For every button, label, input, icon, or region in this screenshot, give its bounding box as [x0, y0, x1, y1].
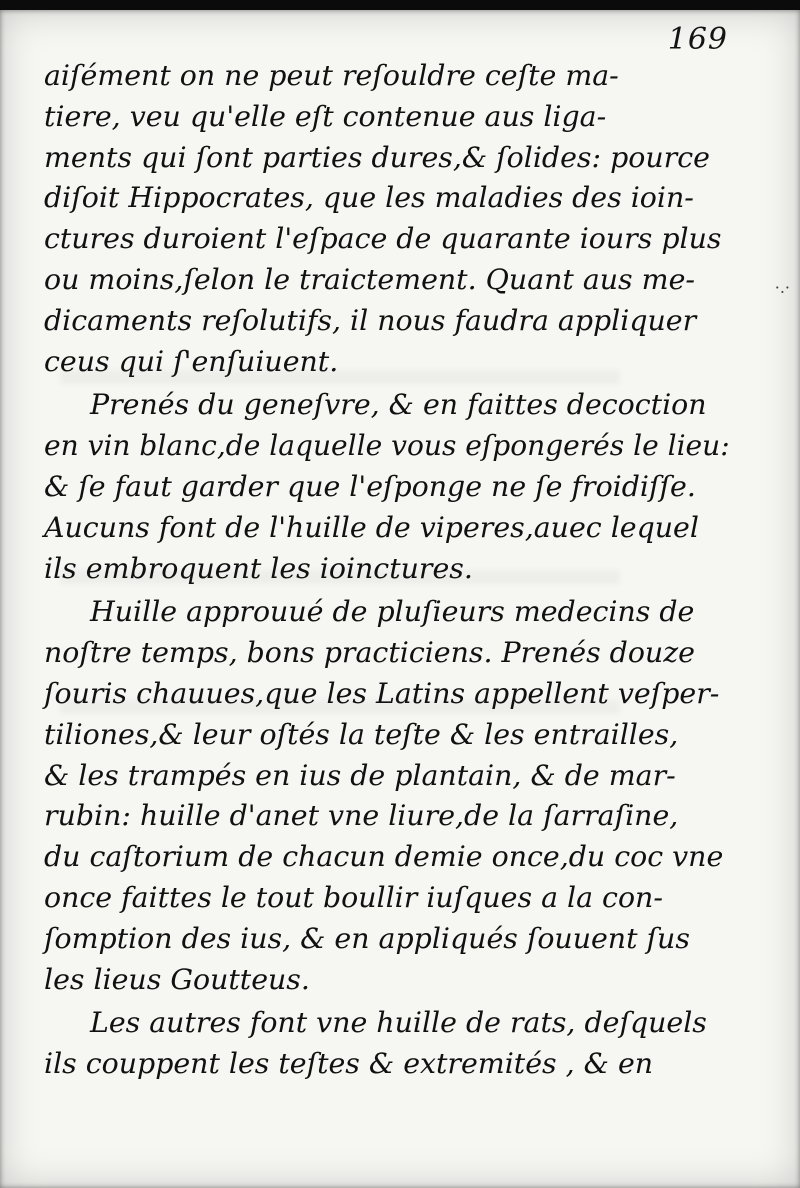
text-line: tiere, veu qu'elle eſt contenue aus liga-	[44, 99, 607, 133]
text-line: noſtre temps, bons practiciens. Prenés douze	[44, 636, 695, 670]
text-line: ſouris chauues,que les Latins appellent veſper-	[44, 676, 720, 710]
text-line: en vin blanc,de laquelle vous eſpongerés le lieu:	[44, 429, 730, 463]
text-line: ils embroquent les ioinctures.	[44, 551, 473, 585]
text-line: dicaments reſolutifs, il nous faudra appliquer	[44, 303, 697, 337]
text-line: rubin: huille d'anet vne liure,de la ſarraſine,	[44, 799, 679, 833]
text-line: ils couppent les teſtes & extremités , & en	[44, 1047, 654, 1081]
text-line: aiſément on ne peut reſouldre ceſte ma-	[44, 59, 619, 92]
text-line: diſoit Hippocrates, que les maladies des ioin-	[44, 181, 694, 215]
text-line: les lieus Goutteus.	[44, 962, 310, 996]
text-line: & ſe faut garder que l'eſponge ne ſe froidiſſe.	[44, 469, 696, 503]
text-line: du caſtorium de chacun demie once,du coc vne	[44, 840, 724, 874]
paragraph-start-line: Les autres font vne huille de rats, deſquels	[90, 1006, 707, 1040]
text-line: ou moins,ſelon le traictement. Quant aus me-	[44, 262, 695, 296]
text-line: ments qui ſont parties dures,& ſolides: pource	[44, 140, 710, 174]
text-line: Aucuns font de l'huille de viperes,auec lequel	[44, 510, 699, 544]
text-line: once faittes le tout boullir iuſques a la con-	[44, 880, 663, 914]
text-line: & les trampés en ius de plantain, & de mar-	[44, 758, 676, 792]
text-line: ceus qui ſ'enſuiuent.	[44, 344, 339, 378]
text-line: ſomption des ius, & en appliqués ſouuent ſus	[44, 921, 690, 955]
page-number: 169	[667, 22, 728, 57]
paragraph-start-line: Prenés du geneſvre, & en faittes decoction	[90, 388, 707, 422]
text-line: ctures duroient l'eſpace de quarante iours plus	[44, 222, 722, 256]
book-page	[0, 10, 800, 1188]
margin-speck: ·.·	[774, 278, 790, 297]
text-line: tiliones,& leur oſtés la teſte & les entrailles,	[44, 717, 679, 751]
paragraph-start-line: Huille approuué de pluſieurs medecins de	[90, 595, 695, 629]
body-text	[44, 56, 730, 1085]
